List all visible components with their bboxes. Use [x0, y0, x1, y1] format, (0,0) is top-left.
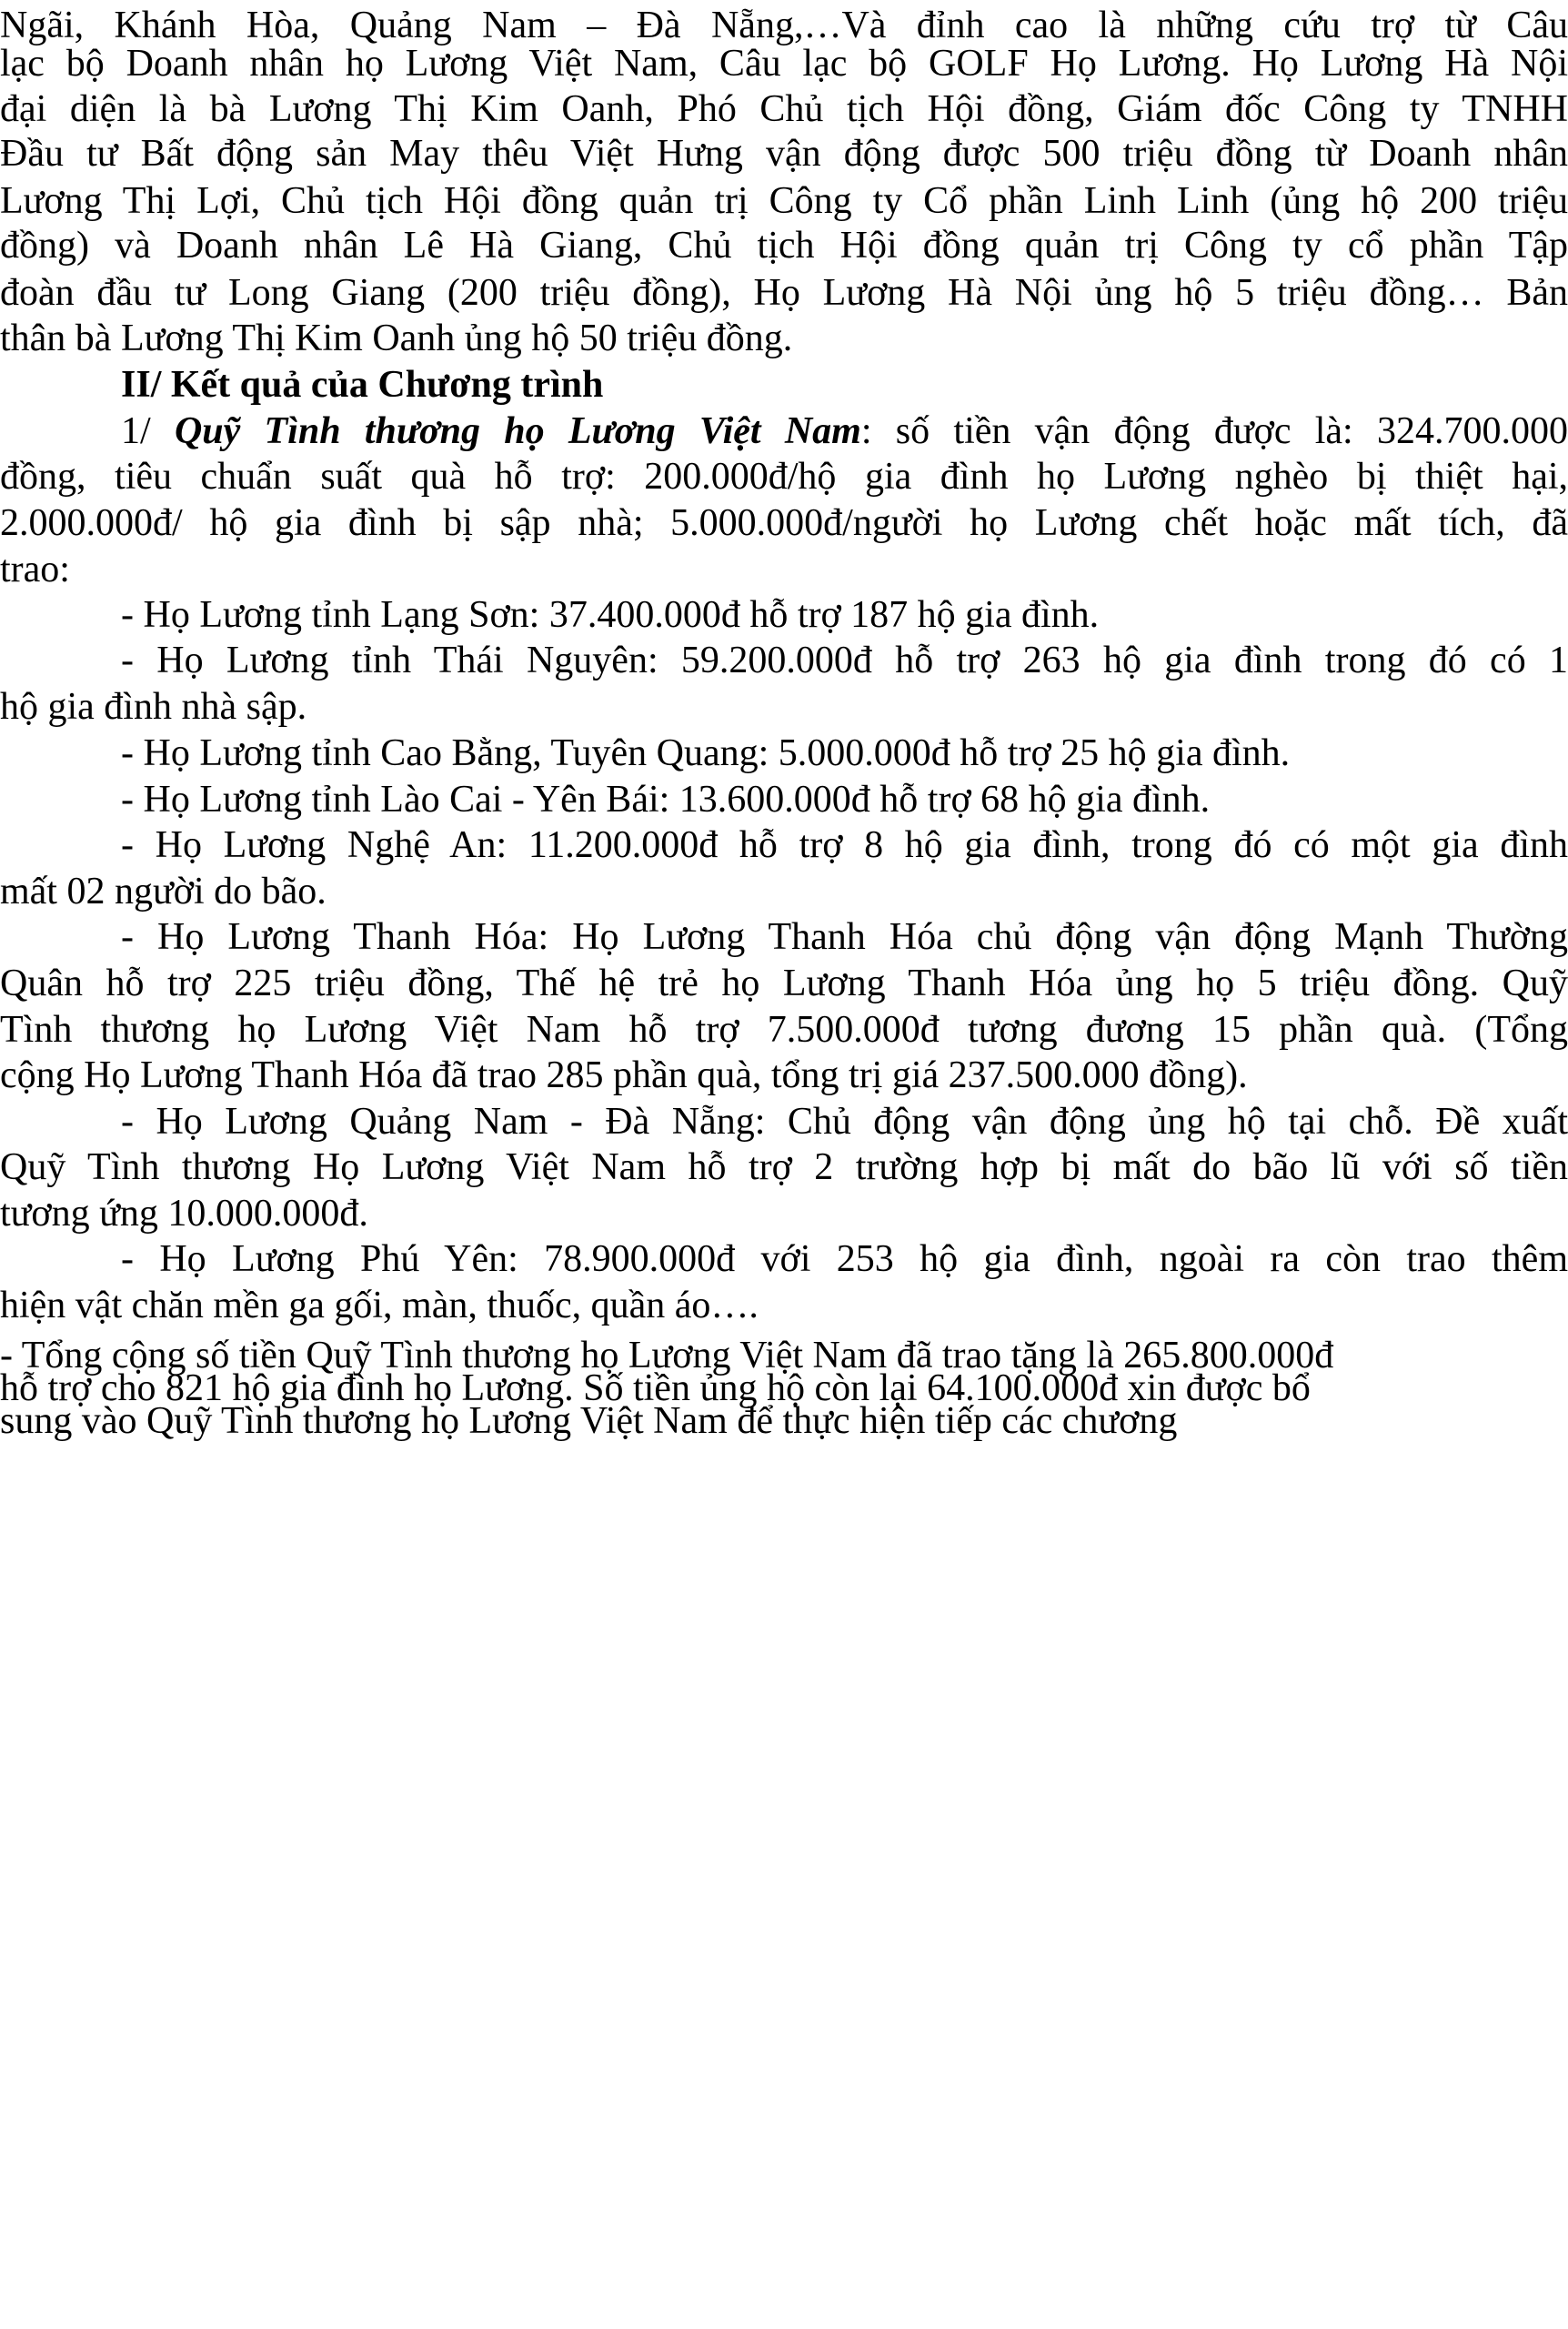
list-item: - Họ Lương tỉnh Thái Nguyên: 59.200.000đ hỗ trợ 263 hộ gia đình trong đó có 1	[121, 640, 1568, 681]
list-item-continuation: hiện vật chăn mền ga gối, màn, thuốc, quần áo….	[0, 1285, 759, 1326]
paragraph-line: đại diện là bà Lương Thị Kim Oanh, Phó Chủ tịch Hội đồng, Giám đốc Công ty TNHH	[0, 88, 1568, 130]
list-item: - Họ Lương Phú Yên: 78.900.000đ với 253 hộ gia đình, ngoài ra còn trao thêm	[121, 1238, 1568, 1280]
summary-line: hỗ trợ cho 821 hộ gia đình họ Lương. Số tiền ủng hộ còn lại 64.100.000đ xin được bổ	[0, 1367, 1311, 1409]
item-number: 1/	[121, 410, 175, 452]
summary-line: - Tổng cộng số tiền Quỹ Tình thương họ Lương Việt Nam đã trao tặng là 265.800.000đ	[0, 1335, 1334, 1376]
paragraph-line: trao:	[0, 549, 70, 590]
list-item-continuation: hộ gia đình nhà sập.	[0, 686, 307, 728]
paragraph-line: đoàn đầu tư Long Giang (200 triệu đồng), Họ Lương Hà Nội ủng hộ 5 triệu đồng… Bản	[0, 272, 1568, 314]
list-item-continuation: tương ứng 10.000.000đ.	[0, 1193, 368, 1235]
paragraph-line: đồng, tiêu chuẩn suất quà hỗ trợ: 200.000đ/hộ gia đình họ Lương nghèo bị thiệt hại,	[0, 456, 1568, 498]
list-item-continuation: cộng Họ Lương Thanh Hóa đã trao 285 phần quà, tổng trị giá 237.500.000 đồng).	[0, 1054, 1248, 1096]
paragraph-line: Đầu tư Bất động sản May thêu Việt Hưng vận động được 500 triệu đồng từ Doanh nhân	[0, 133, 1568, 175]
fund-name: Quỹ Tình thương họ Lương Việt Nam	[174, 410, 861, 452]
list-item: - Họ Lương tỉnh Lào Cai - Yên Bái: 13.600.000đ hỗ trợ 68 hộ gia đình.	[121, 779, 1211, 821]
paragraph-line: đồng) và Doanh nhân Lê Hà Giang, Chủ tịch Hội đồng quản trị Công ty cổ phần Tập	[0, 225, 1568, 267]
paragraph-line: Lương Thị Lợi, Chủ tịch Hội đồng quản trị Công ty Cổ phần Linh Linh (ủng hộ 200 triệu	[0, 180, 1568, 222]
section-heading: II/ Kết quả của Chương trình	[121, 364, 604, 406]
paragraph-line: Ngãi, Khánh Hòa, Quảng Nam – Đà Nẵng,…Và đỉnh cao là những cứu trợ từ Câu	[0, 5, 1568, 46]
paragraph-line: thân bà Lương Thị Kim Oanh ủng hộ 50 triệu đồng.	[0, 318, 793, 359]
list-item-continuation: Quân hỗ trợ 225 triệu đồng, Thế hệ trẻ họ Lương Thanh Hóa ủng họ 5 triệu đồng. Quỹ	[0, 963, 1568, 1004]
paragraph-line: 2.000.000đ/ hộ gia đình bị sập nhà; 5.000.000đ/người họ Lương chết hoặc mất tích, đã	[0, 502, 1568, 544]
list-item: - Họ Lương Quảng Nam - Đà Nẵng: Chủ động vận động ủng hộ tại chỗ. Đề xuất	[121, 1101, 1568, 1143]
fund-amount-text: : số tiền vận động được là: 324.700.000	[860, 410, 1568, 452]
list-item: - Họ Lương Thanh Hóa: Họ Lương Thanh Hóa chủ động vận động Mạnh Thường	[121, 916, 1568, 958]
list-item-continuation: mất 02 người do bão.	[0, 871, 327, 912]
list-item-continuation: Quỹ Tình thương Họ Lương Việt Nam hỗ trợ 2 trường hợp bị mất do bão lũ với số tiền	[0, 1146, 1568, 1188]
list-item: - Họ Lương tỉnh Lạng Sơn: 37.400.000đ hỗ trợ 187 hộ gia đình.	[121, 594, 1100, 636]
paragraph-line: lạc bộ Doanh nhân họ Lương Việt Nam, Câu lạc bộ GOLF Họ Lương. Họ Lương Hà Nội	[0, 43, 1568, 85]
fund-intro-line	[121, 408, 1568, 455]
list-item: - Họ Lương tỉnh Cao Bằng, Tuyên Quang: 5.000.000đ hỗ trợ 25 hộ gia đình.	[121, 732, 1291, 774]
list-item-continuation: Tình thương họ Lương Việt Nam hỗ trợ 7.500.000đ tương đương 15 phần quà. (Tổng	[0, 1009, 1568, 1051]
summary-line: sung vào Quỹ Tình thương họ Lương Việt Nam để thực hiện tiếp các chương	[0, 1400, 1178, 1442]
list-item: - Họ Lương Nghệ An: 11.200.000đ hỗ trợ 8 hộ gia đình, trong đó có một gia đình	[121, 824, 1568, 866]
